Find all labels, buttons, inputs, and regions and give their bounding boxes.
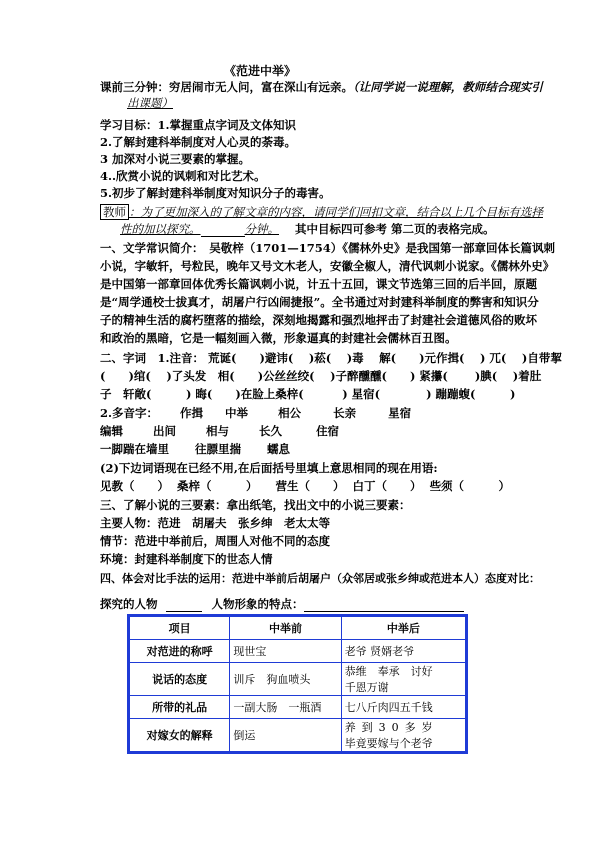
table-header-row (129, 616, 467, 640)
words-line-2: ( )绾( )了头发 相( )公丝丝绞( )子醉醺醺( ) 紧攥( )腆( )着肚 (100, 369, 542, 383)
table-row (129, 719, 467, 753)
table-row (129, 663, 467, 696)
polyphone-line-1 (100, 406, 411, 421)
cell-before: 训斥 狗血喷头 (230, 663, 341, 696)
obsolete-words-line (100, 479, 510, 494)
table-row (129, 640, 467, 663)
obsolete-item: 些须（ ） (429, 479, 511, 493)
obsolete-item: 白丁（ ） (352, 479, 422, 493)
obsolete-item: 营生（ ） (275, 479, 345, 493)
teacher-text: ：为了更加深入的了解文章的内容，请同学们回扣文章，结合以上几个目标有选择 (129, 205, 543, 219)
polyphone-item: 长亲 (333, 406, 357, 420)
teacher-hint: 其中目标四可参考 第二页的表格完成。 (295, 222, 495, 236)
elements-people: 主要人物：范进 胡屠夫 张乡绅 老太太等 (100, 516, 330, 530)
polyphone-item: 长久 (259, 424, 283, 438)
lit-line-1: 一、文学常识简介： 吴敬梓（1701—1754）《儒林外史》是我国第一部章回体长篇讽刺 (100, 241, 556, 255)
teacher-line (100, 205, 543, 220)
cell-before: 一副大肠 一瓶酒 (230, 696, 341, 719)
header-after: 中举后 (341, 616, 466, 640)
polyphone-item: 星宿 (388, 406, 412, 420)
obsolete-item: 桑梓（ ） (177, 479, 258, 493)
header-item: 项目 (129, 616, 230, 640)
cell-after-line-1: 养到30多岁 (344, 721, 439, 734)
goals-heading: 学习目标： (100, 118, 158, 132)
cell-after-line-1: 恭维 奉承 讨好 (344, 665, 433, 678)
explore-traits-blank[interactable] (304, 599, 464, 612)
row-label: 对嫁女的解释 (129, 719, 230, 753)
polyphone-item: 作揖 (180, 406, 204, 420)
lit-line-6: 和政治的黑暗，它是一幅刻画入微，形象逼真的封建社会儒林百丑图。 (100, 331, 457, 345)
obsolete-item: 见教（ ） (100, 479, 169, 493)
explore-traits-label: 人物形象的特点： (211, 597, 304, 611)
polyphone-item: 蠕息 (267, 442, 291, 456)
row-label: 所带的礼品 (129, 696, 230, 719)
cell-after-line-2: 毕竟要嫁与个老爷 (344, 737, 433, 750)
intro-note: （让同学说一说理解，教师结合现实引 (353, 80, 543, 94)
cell-after (341, 719, 466, 753)
polyphone-item: 中举 (225, 406, 249, 420)
cell-before: 现世宝 (230, 640, 341, 663)
polyphone-line-3 (100, 442, 290, 457)
polyphone-line-2 (100, 424, 339, 439)
teacher-tag: 教师 (100, 204, 129, 220)
words-line-1: 二、字词 1.注音： 荒诞( )避讳( )菘( )毒 解( )元作揖( ) 兀( )自带挈 (100, 351, 562, 365)
intro-poem: 穷居闹市无人问，富在深山有远亲。 (169, 80, 353, 94)
cell-after (341, 663, 466, 696)
table-row (129, 696, 467, 719)
goal-5: 5.初步了解封建科举制度对知识分子的毒害。 (100, 186, 331, 200)
explore-figure-label: 探究的人物 (100, 597, 158, 611)
obsolete-words-prompt: (2)下边词语现在已经不用,在后面括号里填上意思相同的现在用语: (100, 461, 438, 475)
polyphone-item: 住宿 (316, 424, 340, 438)
elements-plot: 情节：范进中举前后，周围人对他不同的态度 (100, 534, 330, 548)
page-title: 《范进中举》 (224, 64, 297, 78)
minutes-blank (201, 224, 245, 237)
teacher-line-2 (120, 222, 495, 237)
lit-line-5: 子的精神生活的腐朽堕落的描绘，深刻地揭露和强烈地抨击了封建社会道德风俗的败坏 (100, 313, 537, 327)
intro-line (100, 80, 543, 95)
intro-note-cont: 出课题） (127, 96, 173, 110)
lit-line-4: 是“周学通校士拔真才，胡屠户行凶闹捷报”。全书通过对封建科举制度的弊害和知识分 (100, 295, 539, 309)
header-before: 中举前 (230, 616, 341, 640)
row-label: 说话的态度 (129, 663, 230, 696)
goal-2: 2.了解封建科举制度对人心灵的荼毒。 (100, 135, 297, 149)
cell-before: 倒运 (230, 719, 341, 753)
elements-heading: 三、了解小说的三要素：拿出纸笔，找出文中的小说三要素： (100, 498, 411, 512)
lit-line-2: 小说，字敏轩，号粒民，晚年又号文木老人，安徽全椒人，清代讽刺小说家。《儒林外史》 (100, 259, 555, 273)
cell-after: 七八斤肉四五千钱 (341, 696, 466, 719)
polyphone-item: 相公 (278, 406, 302, 420)
polyphone-item: 相与 (206, 424, 230, 438)
polyphone-item: 一脚踹在墙里 (100, 442, 169, 456)
goal-4: 4..欣赏小说的讽刺和对比艺术。 (100, 169, 266, 183)
cell-after: 老爷 贤婿老爷 (341, 640, 466, 663)
lit-line-3: 是中国第一部章回体优秀长篇讽刺小说，计五十五回，课文节选第三回的后半回，原题 (100, 277, 537, 291)
polyphone-item: 出间 (153, 424, 177, 438)
teacher-minutes: 分钟。 (244, 222, 279, 236)
polyphone-label: 2.多音字： (100, 406, 159, 420)
polyphone-item: 往膘里揣 (195, 442, 242, 456)
contrast-heading: 四、体会对比手法的运用：范进中举前后胡屠户（众邻居或张乡绅或范进本人）态度对比： (100, 572, 540, 585)
explore-line (100, 597, 464, 612)
row-label: 对范进的称呼 (129, 640, 230, 663)
intro-label: 课前三分钟： (100, 80, 169, 94)
comparison-table (127, 614, 468, 754)
goal-3: 3 加深对小说三要素的掌握。 (100, 152, 251, 166)
teacher-text-b: 性的加以探究。 (120, 222, 201, 236)
goals-heading-line (100, 118, 296, 133)
cell-after-line-2: 千恩万谢 (344, 681, 389, 694)
explore-figure-blank[interactable] (166, 599, 202, 612)
elements-environment: 环境：封建科举制度下的世态人情 (100, 552, 273, 566)
words-line-3: 子 轩敞( ) 晦( )在脸上桑梓( ) 星宿( ) 蹦蹦蝮( ) (100, 387, 516, 401)
goal-1: 1.掌握重点字词及文体知识 (157, 118, 297, 132)
polyphone-item: 编辑 (100, 424, 123, 438)
